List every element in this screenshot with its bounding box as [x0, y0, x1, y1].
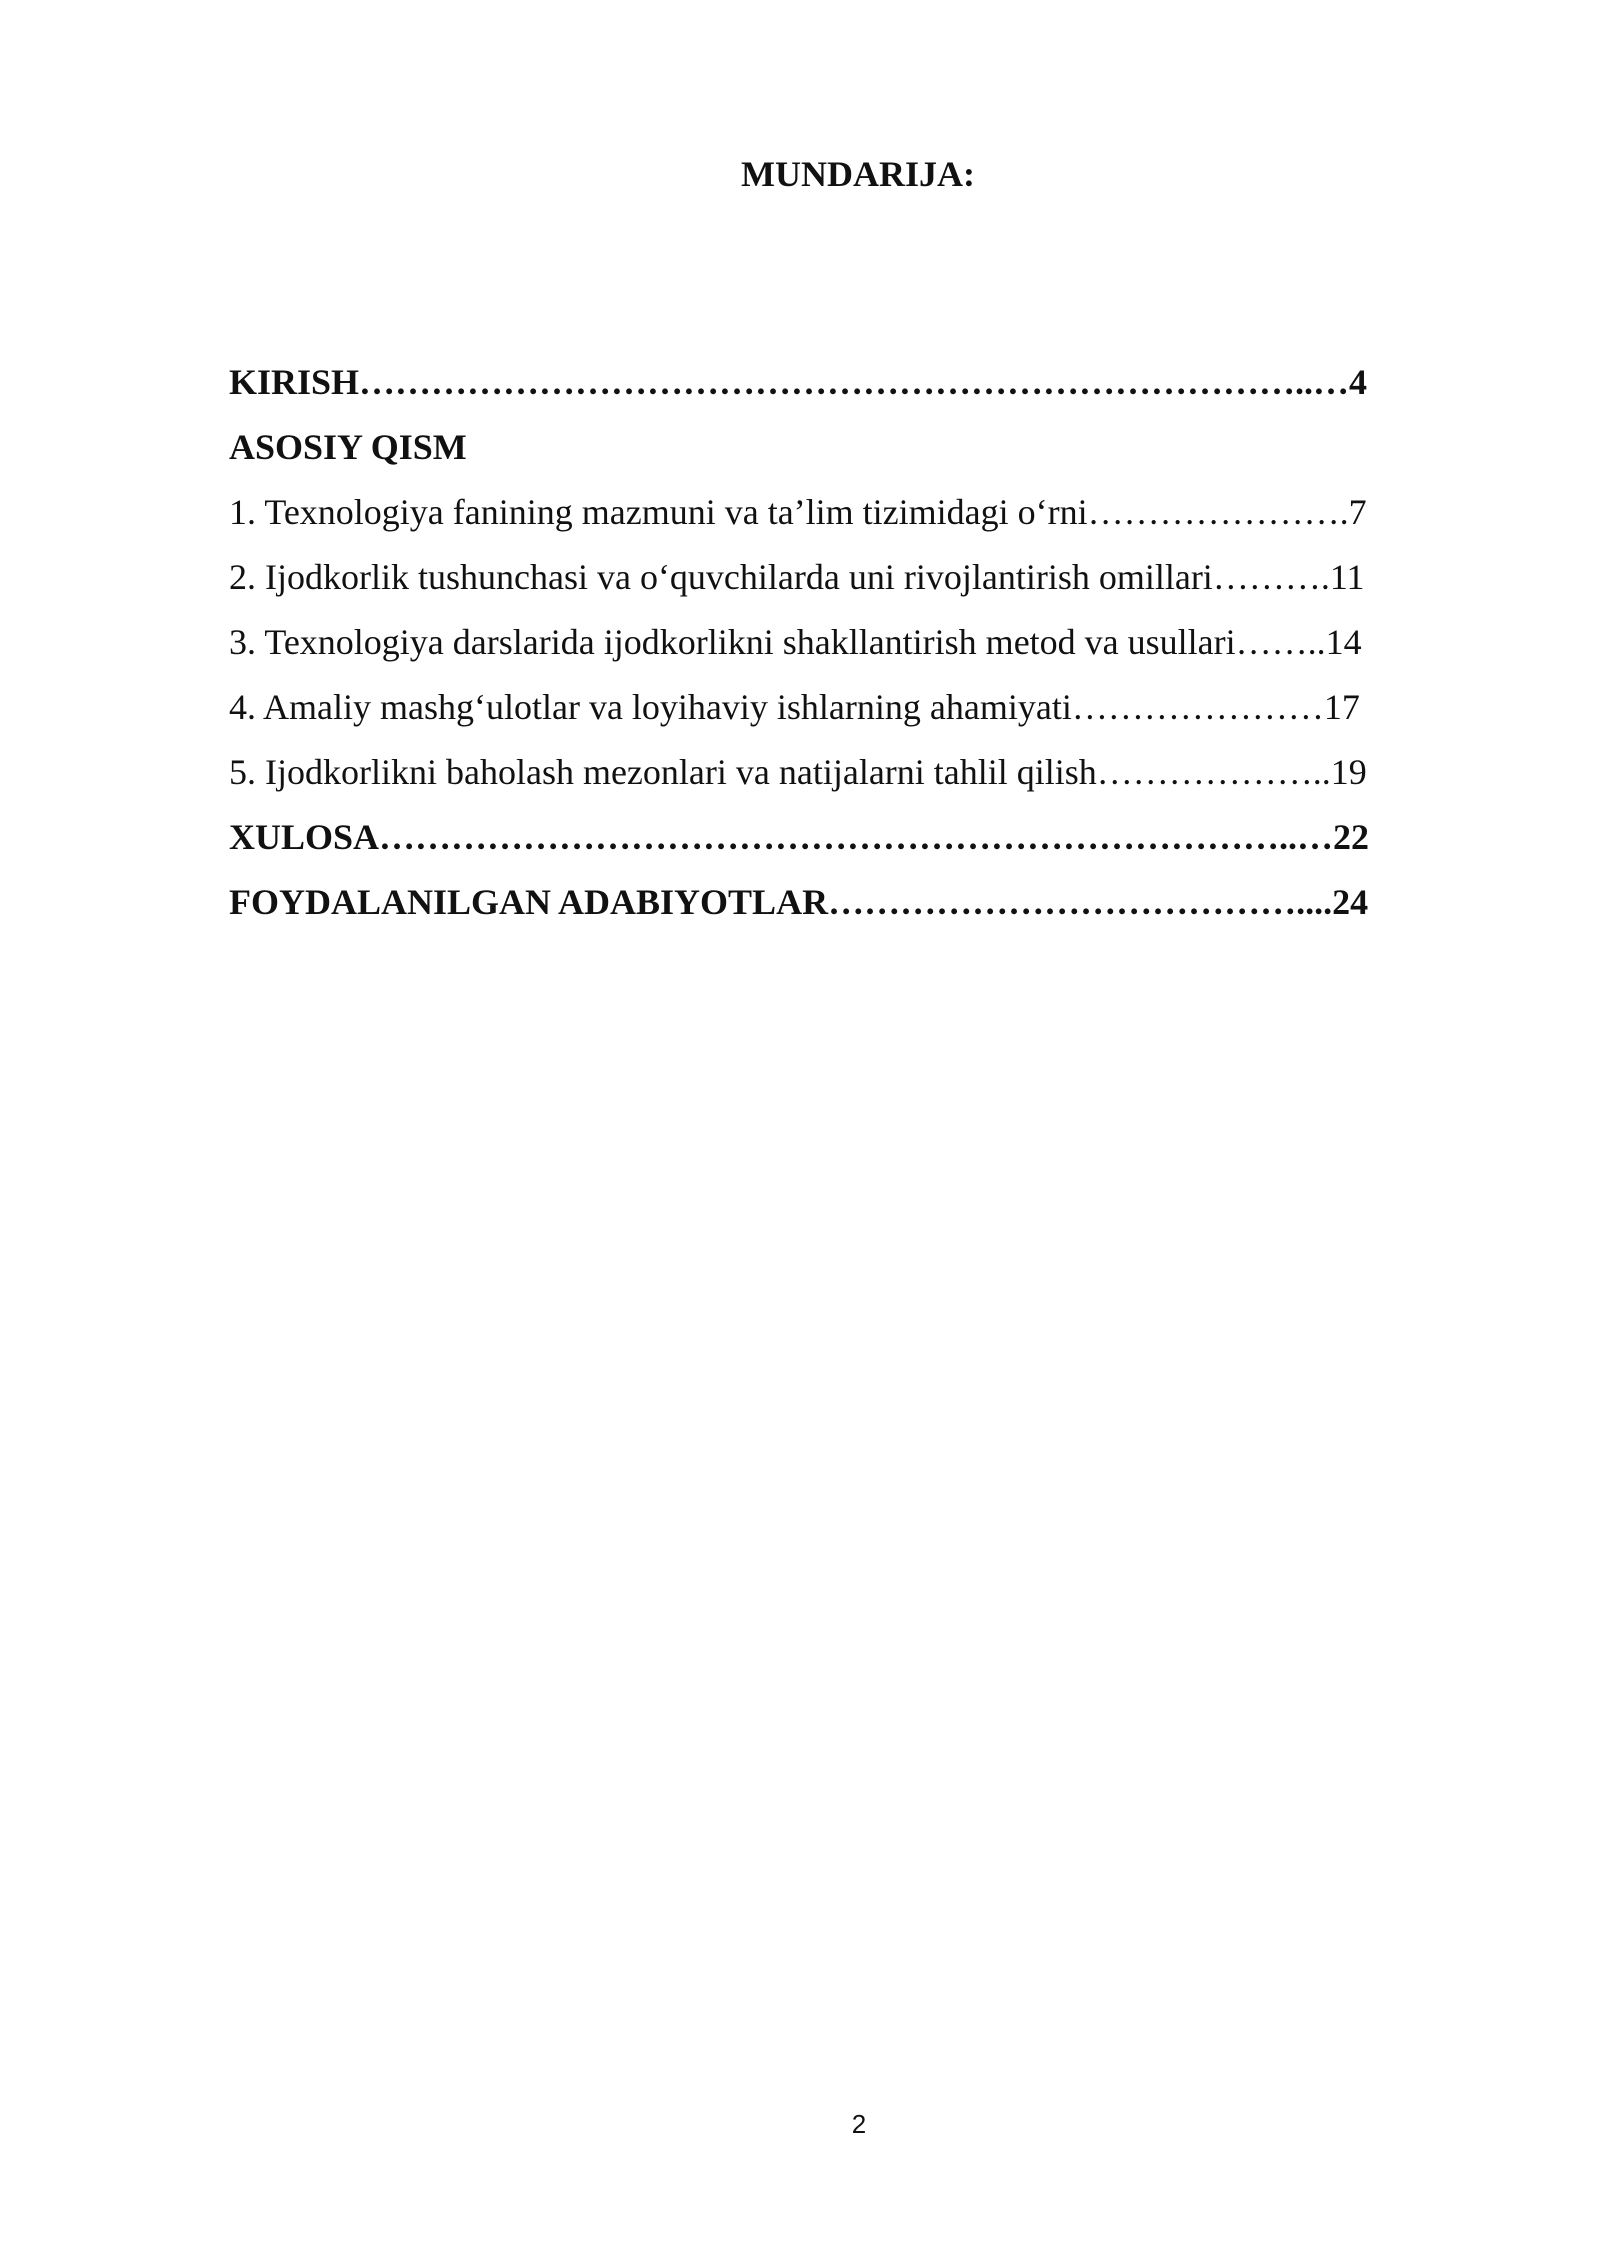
table-of-contents — [229, 358, 1429, 943]
toc-entry-kirish: KIRISH……………………………………………………………………..…4 — [229, 362, 1368, 402]
toc-entry-3: 3. Texnologiya darslarida ijodkorlikni shakllantirish metod va usullari……..14 — [229, 622, 1362, 662]
toc-entry-1: 1. Texnologiya fanining mazmuni va ta’lim tizimidagi o‘rni………………….7 — [229, 492, 1367, 532]
page-number: 2 — [851, 2109, 867, 2139]
toc-section-heading: ASOSIY QISM — [229, 427, 467, 467]
toc-entry-5: 5. Ijodkorlikni baholash mezonlari va natijalarni tahlil qilish………………..19 — [229, 752, 1367, 792]
page-title: MUNDARIJA: — [741, 154, 975, 194]
toc-entry-xulosa: XULOSA…………………………………………………………………..…22 — [229, 817, 1370, 857]
toc-entry-2: 2. Ijodkorlik tushunchasi va o‘quvchilarda uni rivojlantirish omillari……….11 — [229, 557, 1365, 597]
toc-entry-adabiyotlar: FOYDALANILGAN ADABIYOTLAR…………………………………....24 — [229, 882, 1369, 922]
toc-entry-4: 4. Amaliy mashg‘ulotlar va loyihaviy ishlarning ahamiyati…………………17 — [229, 687, 1360, 727]
